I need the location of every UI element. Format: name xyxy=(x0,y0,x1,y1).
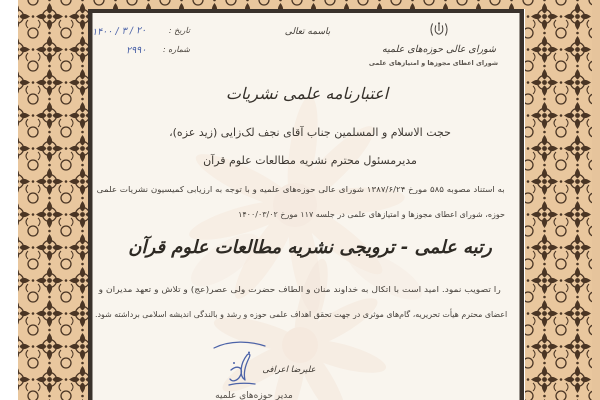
date-number-block xyxy=(35,26,190,64)
signatory-name: علیرضا اعرافی xyxy=(262,365,316,375)
statement-line-2: حوزه، شورای اعطای مجوزها و امتیازهای علمی در جلسه ۱۱۷ مورخ ۱۴۰۰/۰۳/۰۲ xyxy=(238,210,505,219)
border-outer-margin xyxy=(592,0,600,400)
date-value: ۱۴۰۰ / ۳ / ۲۰ xyxy=(91,25,147,38)
basmala-text: باسمه تعالی xyxy=(284,27,331,37)
closing-line-1: را تصویب نمود. امید است با اتکال به خداوند منان و الطاف حضرت ولی عصر(عج) و تلاش و تعهد مدیران و xyxy=(98,285,501,294)
closing-line-2: اعضای محترم هیأت تحریریه، گام‌های موثری در جهت تحقق اهداف علمی حوزه و رشد و بالندگی اندیشه اسلامی برداشته شود. xyxy=(94,310,507,319)
frame-line-right xyxy=(520,9,525,400)
org-subtitle: شورای اعطای مجوزها و امتیازهای علمی xyxy=(368,59,498,67)
issuer-block xyxy=(368,21,498,67)
signatory-title: مدیر حوزه‌های علمیه xyxy=(215,391,293,400)
border-band-top xyxy=(18,0,592,9)
org-name: شورای عالی حوزه‌های علمیه xyxy=(382,44,496,55)
date-label: تاریخ : xyxy=(168,26,190,35)
border-band-right xyxy=(525,0,592,400)
statement-line-1: به استناد مصوبه ۵۸۵ مورخ ۱۳۸۷/۶/۲۴ شورای عالی حوزه‌های علمیه و با توجه به ارزیابی کمیسیون نشریات علمی xyxy=(96,185,505,194)
number-label: شماره : xyxy=(162,45,190,54)
certificate-title: اعتبارنامه علمی نشریات xyxy=(225,84,389,103)
recipient-line-1: حجت الاسلام و المسلمین جناب آقای نجف لک‌زایی (زید عزه)، xyxy=(169,126,451,139)
number-value: ۲۹۹۰ xyxy=(125,44,147,57)
frame-line-left xyxy=(88,9,93,400)
rank-line: رتبه علمی - ترویجی نشریه مطالعات علوم قرآن xyxy=(128,237,492,258)
number-row xyxy=(35,45,190,64)
date-row xyxy=(35,26,190,45)
signature-mark xyxy=(225,350,259,388)
recipient-line-2: مدیرمسئول محترم نشریه مطالعات علوم قرآن xyxy=(203,154,417,167)
frame-line-top xyxy=(88,9,524,13)
allah-emblem-icon xyxy=(429,21,449,38)
